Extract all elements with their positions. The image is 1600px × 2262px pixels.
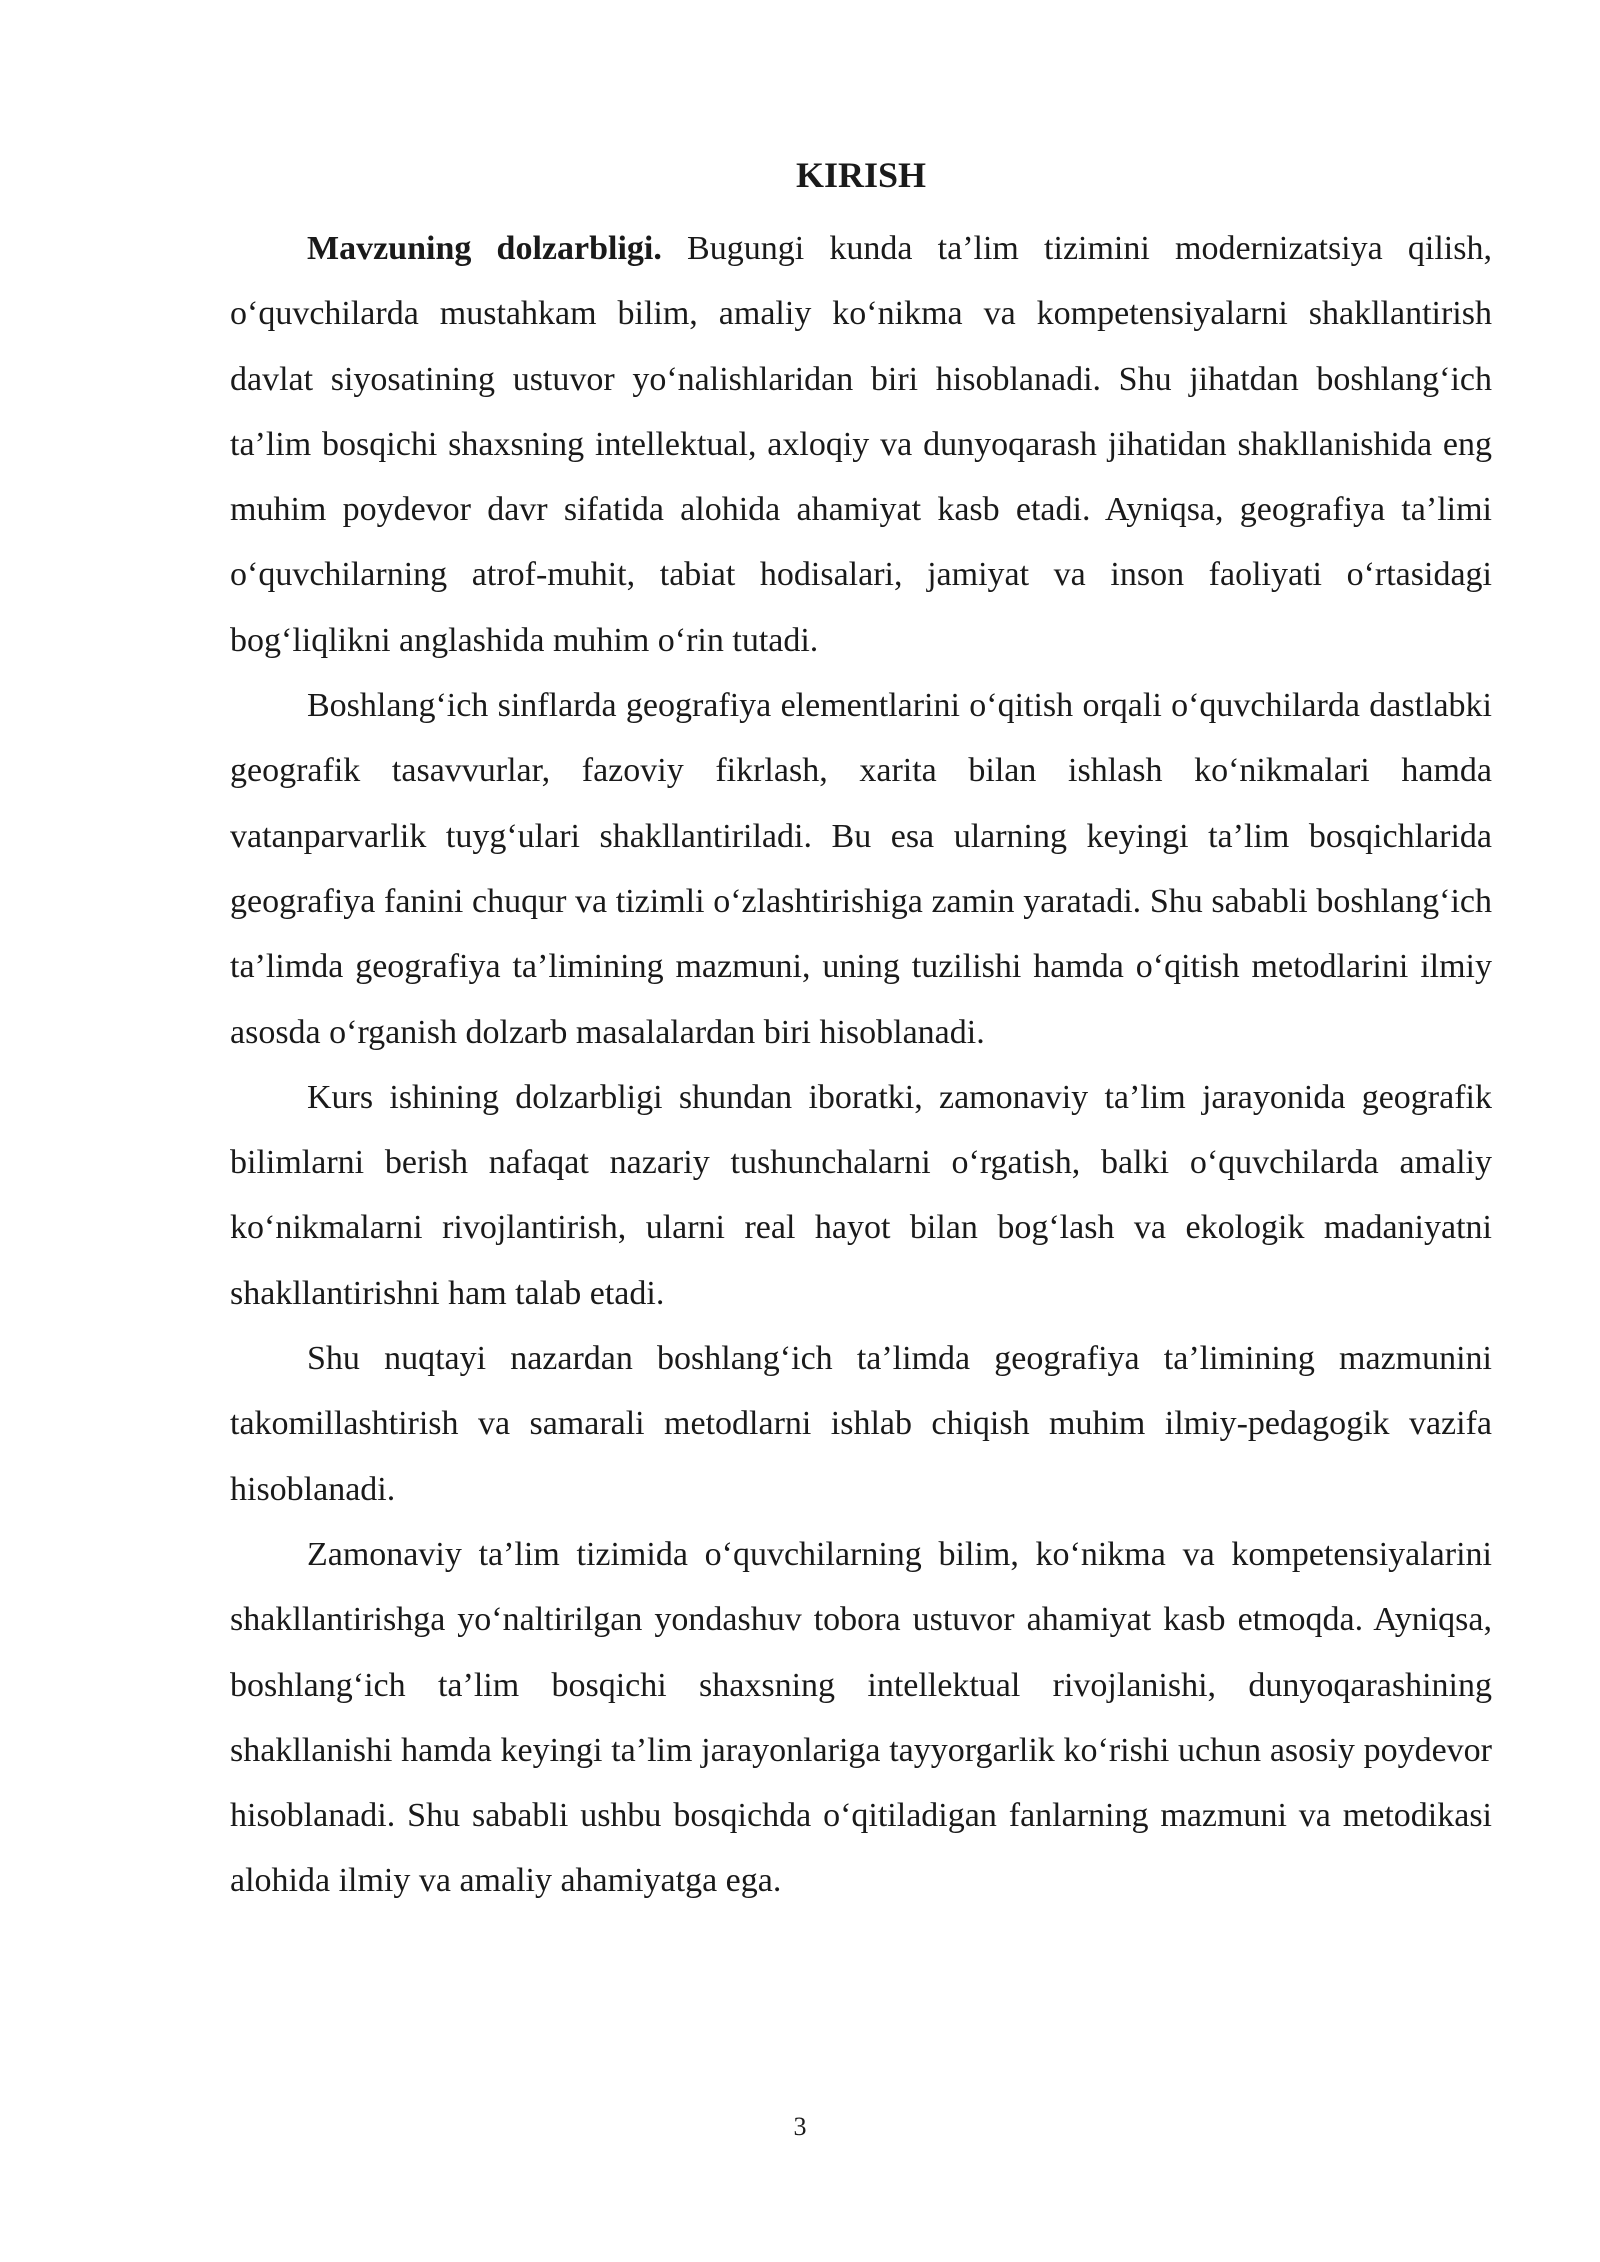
paragraph: Zamonaviy ta’lim tizimida o‘quvchilarning bilim, ko‘nikma va kompetensiyalarini shakllantirishga yo‘naltirilgan yondashuv tobora ustuvor ahamiyat kasb etmoqda. Ayniqsa, boshlang‘ich ta’lim bosqichi shaxsning intellektual rivojlanishi, dunyoqarashining shakllanishi hamda keyingi ta’lim jarayonlariga tayyorgarlik ko‘rishi uchun asosiy poydevor hisoblanadi. Shu sababli ushbu bosqichda o‘qitiladigan fanlarning mazmuni va metodikasi alohida ilmiy va amaliy ahamiyatga ega. [230, 1535, 1492, 1900]
paragraph-text: Bugungi kunda ta’lim tizimini modernizatsiya qilish, o‘quvchilarda mustahkam bilim, amaliy ko‘nikma va kompetensiyalarni shakllantirish davlat siyosatining ustuvor yo‘nalishlaridan biri hisoblanadi. Shu jihatdan boshlang‘ich ta’lim bosqichi shaxsning intellektual, axloqiy va dunyoqarash jihatidan shakllanishida eng muhim poydevor davr sifatida alohida ahamiyat kasb etadi. Ayniqsa, geografiya ta’limi o‘quvchilarning atrof-muhit, tabiat hodisalari, jamiyat va inson faoliyati o‘rtasidagi bog‘liqlikni anglashida muhim o‘rin tutadi. [230, 230, 1492, 659]
paragraph: Shu nuqtayi nazardan boshlang‘ich ta’limda geografiya ta’limining mazmunini takomillashtirish va samarali metodlarni ishlab chiqish muhim ilmiy-pedagogik vazifa hisoblanadi. [230, 1340, 1492, 1508]
paragraph-lead: Mavzuning dolzarbligi. [307, 230, 662, 267]
paragraph: Kurs ishining dolzarbligi shundan iboratki, zamonaviy ta’lim jarayonida geografik bilimlarni berish nafaqat nazariy tushunchalarni o‘rgatish, balki o‘quvchilarda amaliy ko‘nikmalarni rivojlantirish, ularni real hayot bilan bog‘lash va ekologik madaniyatni shakllantirishni ham talab etadi. [230, 1078, 1492, 1312]
paragraph-relevance [230, 216, 1492, 673]
paragraph: Boshlang‘ich sinflarda geografiya elementlarini o‘qitish orqali o‘quvchilarda dastlabki geografik tasavvurlar, fazoviy fikrlash, xarita bilan ishlash ko‘nikmalari hamda vatanparvarlik tuyg‘ulari shakllantiriladi. Bu esa ularning keyingi ta’lim bosqichlarida geografiya fanini chuqur va tizimli o‘zlashtirishiga zamin yaratadi. Shu sababli boshlang‘ich ta’limda geografiya ta’limining mazmuni, uning tuzilishi hamda o‘qitish metodlarini ilmiy asosda o‘rganish dolzarb masalalardan biri hisoblanadi. [230, 687, 1492, 1051]
section-heading: KIRISH [795, 155, 927, 195]
page-content [230, 150, 1492, 1914]
page-number: 3 [793, 2112, 807, 2141]
